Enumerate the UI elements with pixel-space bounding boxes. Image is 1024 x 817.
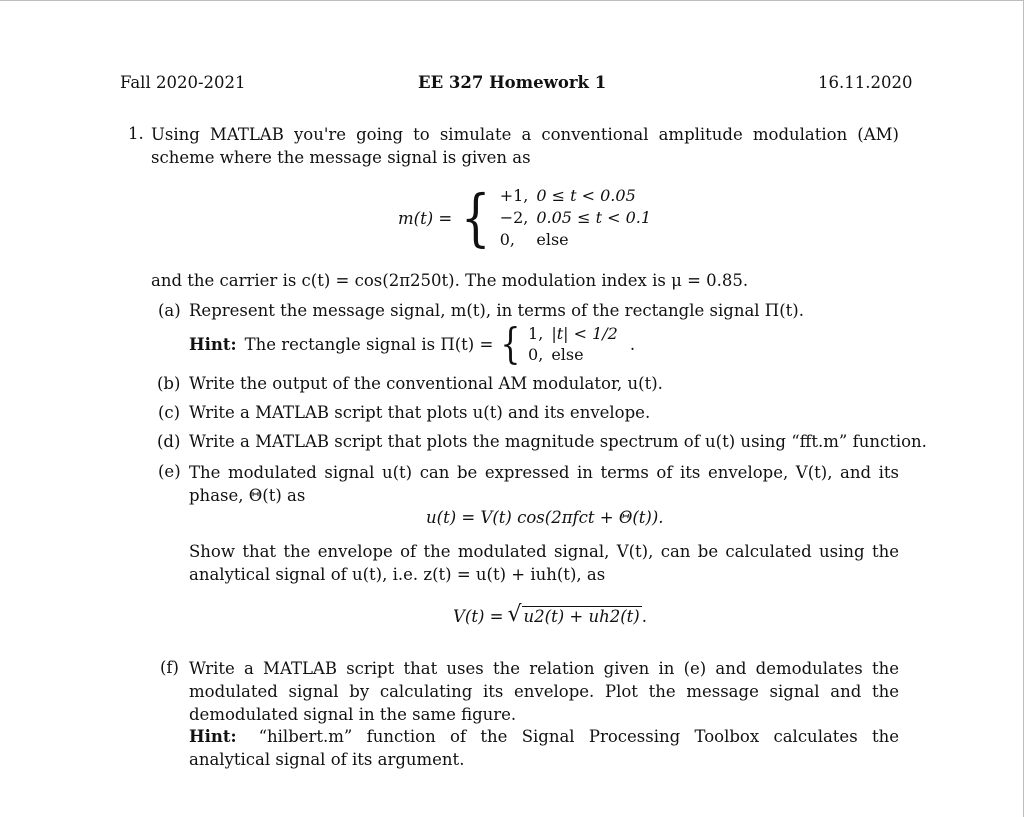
part-c-label: (c) (158, 403, 181, 422)
part-e-text2: Show that the envelope of the modulated signal, V(t), can be calculated using the analytical signal of u(t), i.e. z(t) = u(t) + iuh(t), as (189, 542, 899, 584)
message-case-row (500, 207, 659, 229)
message-case-value: −2, (499, 208, 529, 227)
part-f-hint-label: Hint: (189, 727, 237, 746)
part-f-hint-text: “hilbert.m” function of the Signal Processing Toolbox calculates the analytical signal of its argument. (189, 727, 899, 769)
problem-intro: Using MATLAB you're going to simulate a conventional amplitude modulation (AM) scheme where the message signal is given as (151, 125, 899, 167)
message-case-condition: 0.05 ≤ t < 0.1 (536, 208, 652, 227)
message-case-condition: 0 ≤ t < 0.05 (536, 186, 636, 205)
part-b-text: Write the output of the conventional AM modulator, u(t). (189, 374, 663, 393)
part-e-equation2-lhs: V(t) = (453, 607, 504, 626)
part-a-hint-label: Hint: (189, 334, 237, 354)
sqrt-sign: √ (507, 602, 522, 627)
part-f-hint (189, 725, 899, 771)
page-top-border (0, 0, 1024, 1)
part-d-label: (d) (157, 432, 181, 451)
part-e-text: The modulated signal u(t) can be expressed in terms of its envelope, V(t), and its phase, Θ(t) as (189, 463, 899, 505)
part-f-text: Write a MATLAB script that uses the relation given in (e) and demodulates the modulated signal by calculating its envelope. Plot the message signal and the demodulated signal in the same figure. (189, 659, 899, 724)
part-c-text: Write a MATLAB script that plots u(t) and its envelope. (189, 403, 651, 422)
message-equation (398, 183, 659, 253)
part-a-text: Represent the message signal, m(t), in terms of the rectangle signal Π(t). (189, 301, 804, 320)
message-case-row (500, 185, 659, 207)
part-a-label: (a) (158, 301, 181, 320)
part-e-label: (e) (158, 462, 181, 481)
part-e-equation2 (453, 604, 647, 626)
part-a-hint-end: . (629, 334, 636, 354)
header-date: 16.11.2020 (818, 73, 913, 92)
rect-cases (528, 323, 626, 365)
message-brace: { (461, 181, 491, 254)
rect-case-value: 0, (528, 345, 544, 364)
header-semester: Fall 2020-2021 (120, 73, 246, 92)
message-case-row (500, 229, 659, 251)
part-e-equation1: u(t) = V(t) cos(2πfct + Θ(t)). (426, 508, 664, 527)
message-case-condition: else (536, 230, 569, 249)
part-f-label: (f) (160, 658, 179, 677)
part-b-label: (b) (157, 374, 181, 393)
part-e-equation2-end: . (641, 607, 647, 626)
part-a-hint-text: The rectangle signal is Π(t) = (244, 334, 494, 354)
part-e-equation2-radicand: u2(t) + uh2(t) (523, 607, 640, 626)
rect-case-value: 1, (528, 324, 544, 343)
message-lhs: m(t) = (398, 208, 453, 228)
part-d-text: Write a MATLAB script that plots the magnitude spectrum of u(t) using “fft.m” function. (189, 432, 927, 451)
rect-case-row (528, 323, 626, 344)
rect-brace: { (500, 319, 521, 368)
message-cases (500, 185, 659, 251)
rect-case-condition: |t| < 1/2 (551, 324, 618, 343)
rect-case-condition: else (551, 345, 584, 364)
part-a-hint (189, 319, 636, 368)
rect-case-row (528, 344, 626, 365)
carrier-text: and the carrier is c(t) = cos(2π250t). The modulation index is μ = 0.85. (151, 271, 749, 290)
problem-number: 1. (128, 124, 144, 143)
message-case-value: 0, (499, 230, 515, 249)
header-title: EE 327 Homework 1 (418, 73, 607, 92)
message-case-value: +1, (499, 186, 529, 205)
